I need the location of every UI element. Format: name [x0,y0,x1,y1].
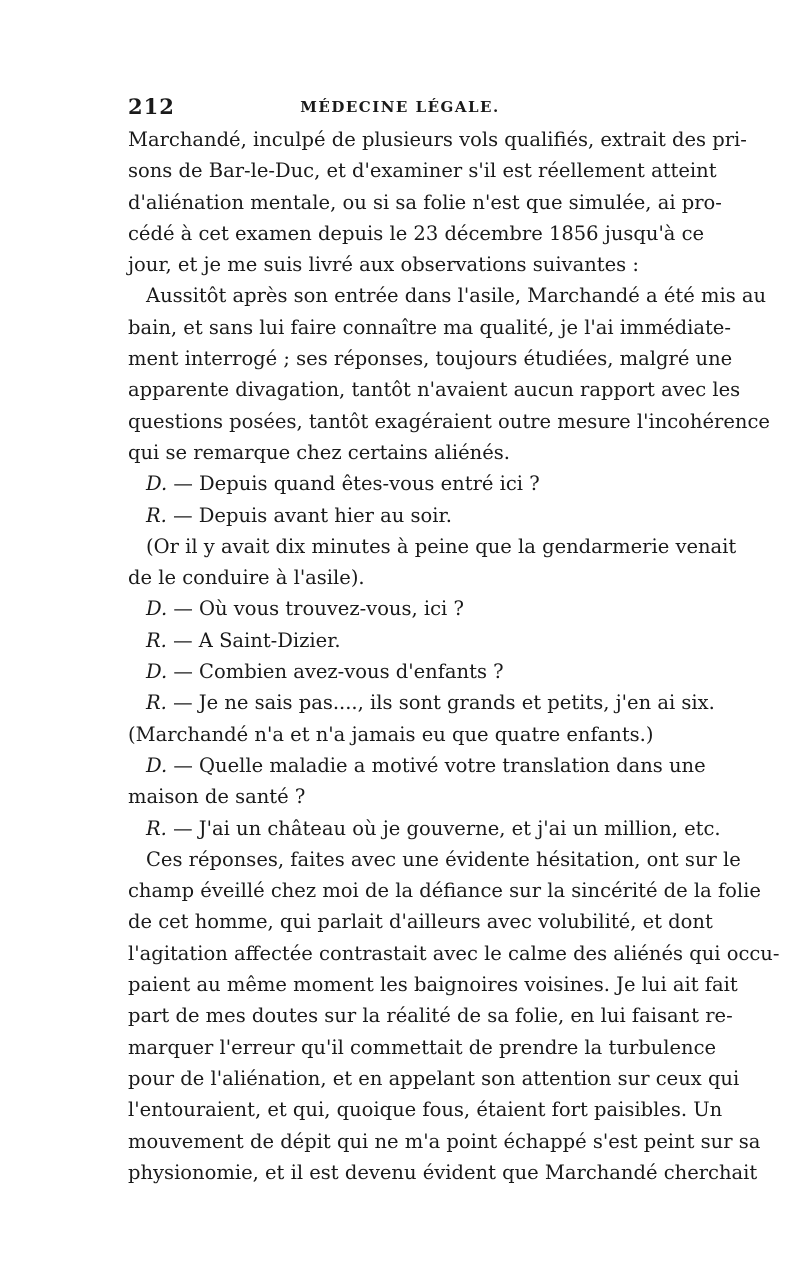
line-text: — Quelle maladie a motivé votre translation dans une [167,753,706,777]
body-text [128,124,780,1188]
text-line [128,468,673,499]
line-text: questions posées, tantôt exagéraient outre mesure l'incohérence [128,409,770,433]
speaker-label: D. [146,660,168,684]
text-line [128,875,761,906]
text-line [128,1032,717,1063]
line-text: qui se remarque chez certains aliénés. [128,440,510,464]
text-line [128,312,731,343]
text-line [128,249,673,280]
text-line [128,969,738,1000]
text-line [128,1126,761,1157]
page-header [128,94,672,120]
line-text: mouvement de dépit qui ne m'a point échappé s'est peint sur sa [128,1129,761,1153]
text-line [128,781,673,812]
text-line [128,687,715,718]
text-line [128,500,673,531]
speaker-label: R. [146,816,167,840]
text-line [128,938,780,969]
text-line [128,280,767,311]
text-line [128,656,673,687]
line-text: — Depuis quand êtes-vous entré ici ? [167,472,540,496]
text-line [128,1157,758,1188]
text-line [128,593,673,624]
text-line [128,562,673,593]
line-text: paient au même moment les baignoires voisines. Je lui ait fait [128,973,738,997]
text-line [128,531,737,562]
text-line [128,218,705,249]
line-text: part de mes doutes sur la réalité de sa folie, en lui faisant re- [128,1004,733,1028]
speaker-label: R. [146,628,167,652]
line-text: — Je ne sais pas...., ils sont grands et petits, j'en ai six. [166,691,715,715]
line-text: l'agitation affectée contrastait avec le calme des aliénés qui occu- [128,941,780,965]
text-line [128,124,747,155]
text-line [128,813,721,844]
line-text: d'aliénation mentale, ou si sa folie n'est que simulée, ai pro- [128,190,722,214]
line-text: — Combien avez-vous d'enfants ? [167,660,504,684]
text-line [128,406,770,437]
text-line [128,719,673,750]
line-text: de cet homme, qui parlait d'ailleurs avec volubilité, et dont [128,910,713,934]
line-text: bain, et sans lui faire connaître ma qualité, je l'ai immédiate- [128,315,731,339]
line-text: — Depuis avant hier au soir. [166,503,452,527]
line-text: maison de santé ? [128,785,306,809]
speaker-label: D. [146,753,168,777]
speaker-label: D. [146,472,168,496]
speaker-label: R. [146,691,167,715]
text-line [128,343,733,374]
text-line [128,1000,733,1031]
line-text: (Marchandé n'a et n'a jamais eu que quatre enfants.) [128,722,654,746]
line-text: Ces réponses, faites avec une évidente hésitation, ont sur le [146,847,741,871]
text-line [128,437,673,468]
text-line [128,906,713,937]
speaker-label: R. [146,503,167,527]
text-line [128,155,717,186]
line-text: marquer l'erreur qu'il commettait de prendre la turbulence [128,1035,717,1059]
line-text: sons de Bar-le-Duc, et d'examiner s'il est réellement atteint [128,159,717,183]
text-line [128,1063,740,1094]
line-text: de le conduire à l'asile). [128,566,365,590]
line-text: apparente divagation, tantôt n'avaient aucun rapport avec les [128,378,741,402]
line-text: pour de l'aliénation, et en appelant son attention sur ceux qui [128,1066,740,1090]
line-text: Aussitôt après son entrée dans l'asile, Marchandé a été mis au [146,284,767,308]
running-title: MÉDECINE LÉGALE. [300,98,500,116]
line-text: — J'ai un château où je gouverne, et j'ai un million, etc. [166,816,721,840]
text-line [128,1094,723,1125]
text-line [128,374,741,405]
speaker-label: D. [146,597,168,621]
line-text: cédé à cet examen depuis le 23 décembre 1856 jusqu'à ce [128,221,705,245]
line-text: l'entouraient, et qui, quoique fous, étaient fort paisibles. Un [128,1098,723,1122]
line-text: Marchandé, inculpé de plusieurs vols qualifiés, extrait des pri- [128,128,747,151]
text-line [128,187,722,218]
line-text: — Où vous trouvez-vous, ici ? [167,597,464,621]
line-text: (Or il y avait dix minutes à peine que la gendarmerie venait [146,534,737,558]
line-text: — A Saint-Dizier. [166,628,341,652]
text-line [128,844,741,875]
line-text: ment interrogé ; ses réponses, toujours étudiées, malgré une [128,347,733,371]
text-line [128,750,706,781]
line-text: jour, et je me suis livré aux observations suivantes : [128,253,639,277]
text-line [128,625,673,656]
page-number: 212 [128,94,175,119]
line-text: champ éveillé chez moi de la défiance sur la sincérité de la folie [128,879,761,903]
line-text: physionomie, et il est devenu évident que Marchandé cherchait [128,1160,758,1184]
